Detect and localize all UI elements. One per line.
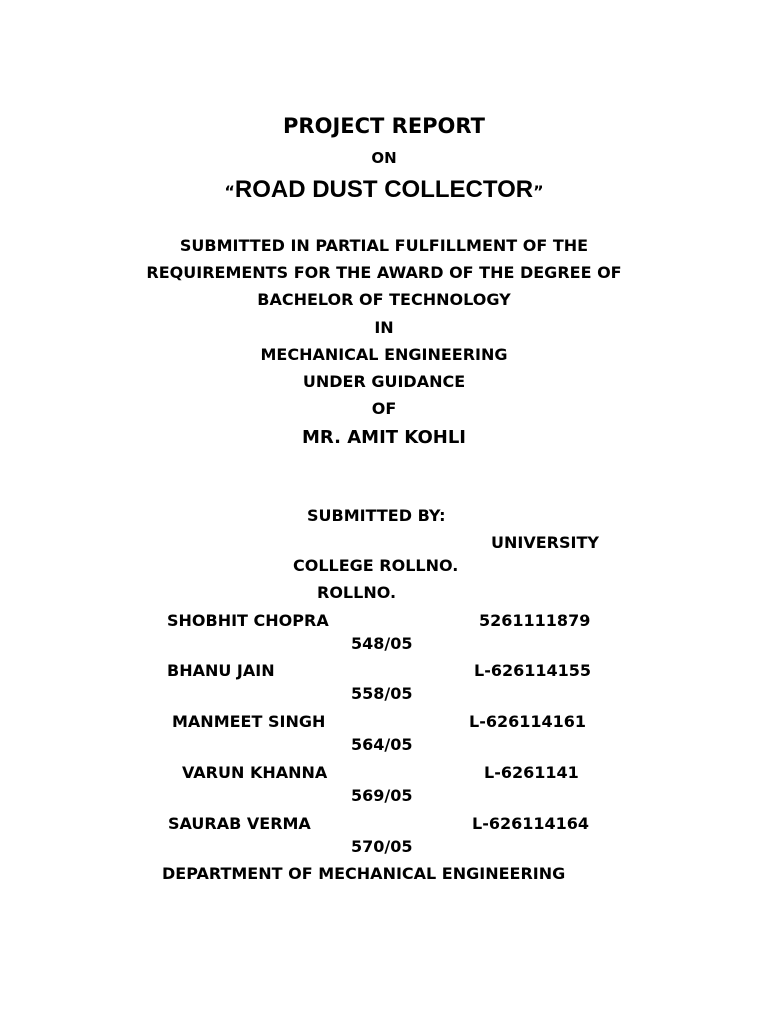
submission-line: UNDER GUIDANCE [302,372,466,391]
university-rollno: L-6261141 [484,763,579,782]
project-title [0,178,768,202]
submission-line: MECHANICAL ENGINEERING [260,345,508,364]
student-name: SAURAB VERMA [168,814,311,833]
table-row [0,661,768,703]
college-rollno: 564/05 [351,735,413,754]
college-rollno-header: COLLEGE ROLLNO. [293,556,459,575]
college-rollno: 569/05 [351,786,413,805]
university-header: UNIVERSITY [491,533,599,552]
guide-name: MR. AMIT KOHLI [302,427,466,448]
university-rollno: 5261111879 [479,611,591,630]
on-label: ON [371,149,397,167]
student-name: VARUN KHANNA [182,763,328,782]
table-row [0,763,768,805]
submission-line: REQUIREMENTS FOR THE AWARD OF THE DEGREE OF [146,263,622,282]
project-name: ROAD DUST COLLECTOR [234,176,534,203]
submitted-by-label: SUBMITTED BY: [307,506,446,525]
report-heading: PROJECT REPORT [283,114,485,138]
table-row [0,712,768,754]
submission-line: BACHELOR OF TECHNOLOGY [257,290,511,309]
university-rollno: L-626114164 [472,814,590,833]
university-rollno: L-626114155 [474,661,592,680]
submission-line: SUBMITTED IN PARTIAL FULFILLMENT OF THE [179,236,589,255]
college-rollno: 548/05 [351,634,413,653]
submission-line: IN [374,318,394,337]
college-rollno: 570/05 [351,837,413,856]
rollno-header: ROLLNO. [317,583,397,602]
college-rollno: 558/05 [351,684,413,703]
student-name: SHOBHIT CHOPRA [167,611,329,630]
student-name: BHANU JAIN [167,661,275,680]
table-row [0,814,768,856]
department-name: DEPARTMENT OF MECHANICAL ENGINEERING [162,864,566,883]
close-quote: ” [533,182,544,201]
university-rollno: L-626114161 [469,712,587,731]
student-name: MANMEET SINGH [172,712,326,731]
submission-line: OF [371,399,397,418]
open-quote: “ [224,182,235,201]
table-row [0,611,768,653]
